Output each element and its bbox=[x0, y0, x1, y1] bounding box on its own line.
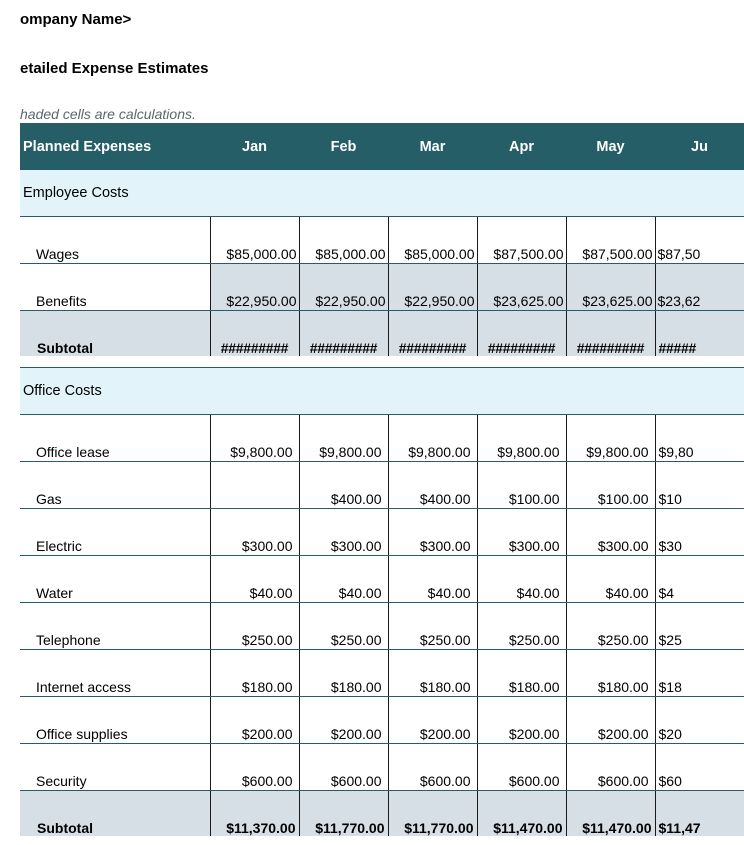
table-row bbox=[20, 415, 744, 462]
cell-value[interactable]: $250.00 bbox=[299, 603, 388, 650]
cell-value[interactable]: $20 bbox=[655, 697, 744, 744]
cell-value[interactable]: $40.00 bbox=[477, 556, 566, 603]
cell-value[interactable]: $200.00 bbox=[477, 697, 566, 744]
table-row bbox=[20, 462, 744, 509]
cell-value[interactable]: $600.00 bbox=[566, 744, 655, 791]
column-header-month[interactable]: Apr bbox=[477, 123, 566, 170]
subtotal-value[interactable]: ######### bbox=[299, 311, 388, 357]
cell-value[interactable]: $40.00 bbox=[566, 556, 655, 603]
column-header-label[interactable]: Planned Expenses bbox=[20, 123, 210, 170]
cell-value[interactable]: $200.00 bbox=[388, 697, 477, 744]
column-header-month[interactable]: Feb bbox=[299, 123, 388, 170]
cell-value[interactable]: $9,80 bbox=[655, 415, 744, 462]
cell-value[interactable]: $9,800.00 bbox=[566, 415, 655, 462]
cell-value[interactable]: $200.00 bbox=[299, 697, 388, 744]
cell-value[interactable]: $600.00 bbox=[299, 744, 388, 791]
table-row bbox=[20, 556, 744, 603]
subtotal-value[interactable]: $11,470.00 bbox=[477, 791, 566, 837]
row-label[interactable]: Security bbox=[20, 744, 210, 791]
row-label[interactable]: Water bbox=[20, 556, 210, 603]
cell-value[interactable]: $25 bbox=[655, 603, 744, 650]
cell-value[interactable]: $9,800.00 bbox=[299, 415, 388, 462]
cell-value[interactable]: $23,62 bbox=[655, 264, 744, 311]
subtotal-value[interactable]: $11,770.00 bbox=[299, 791, 388, 837]
subtotal-label[interactable]: Subtotal bbox=[20, 791, 210, 837]
cell-value[interactable]: $180.00 bbox=[299, 650, 388, 697]
cell-value[interactable]: $18 bbox=[655, 650, 744, 697]
cell-value[interactable]: $85,000.00 bbox=[299, 217, 388, 264]
cell-value[interactable]: $180.00 bbox=[388, 650, 477, 697]
row-label[interactable]: Electric bbox=[20, 509, 210, 556]
cell-value[interactable]: $4 bbox=[655, 556, 744, 603]
cell-value[interactable]: $60 bbox=[655, 744, 744, 791]
cell-value[interactable]: $200.00 bbox=[566, 697, 655, 744]
company-name: ompany Name> bbox=[20, 11, 132, 28]
cell-value[interactable] bbox=[210, 462, 299, 509]
column-header-month[interactable]: Jan bbox=[210, 123, 299, 170]
cell-value[interactable]: $85,000.00 bbox=[388, 217, 477, 264]
subtotal-value[interactable]: ######### bbox=[477, 311, 566, 357]
shading-note: haded cells are calculations. bbox=[20, 106, 196, 122]
cell-value[interactable]: $300.00 bbox=[388, 509, 477, 556]
row-label[interactable]: Internet access bbox=[20, 650, 210, 697]
cell-value[interactable]: $85,000.00 bbox=[210, 217, 299, 264]
table-row bbox=[20, 603, 744, 650]
cell-value[interactable]: $23,625.00 bbox=[477, 264, 566, 311]
row-label[interactable]: Benefits bbox=[20, 264, 210, 311]
section-row-employee-costs bbox=[20, 170, 744, 217]
row-label[interactable]: Office supplies bbox=[20, 697, 210, 744]
cell-value[interactable]: $400.00 bbox=[388, 462, 477, 509]
cell-value[interactable]: $100.00 bbox=[566, 462, 655, 509]
table-row bbox=[20, 650, 744, 697]
row-label[interactable]: Gas bbox=[20, 462, 210, 509]
cell-value[interactable]: $22,950.00 bbox=[210, 264, 299, 311]
cell-value[interactable]: $300.00 bbox=[566, 509, 655, 556]
header-row bbox=[20, 123, 744, 170]
cell-value[interactable]: $40.00 bbox=[299, 556, 388, 603]
subtotal-label[interactable]: Subtotal bbox=[20, 311, 210, 357]
section-row-office-costs bbox=[20, 368, 744, 415]
cell-value[interactable]: $23,625.00 bbox=[566, 264, 655, 311]
cell-value[interactable]: $250.00 bbox=[566, 603, 655, 650]
cell-value[interactable]: $9,800.00 bbox=[210, 415, 299, 462]
cell-value[interactable]: $180.00 bbox=[210, 650, 299, 697]
cell-value[interactable]: $100.00 bbox=[477, 462, 566, 509]
table-row bbox=[20, 217, 744, 264]
section-title[interactable]: Office Costs bbox=[20, 368, 744, 415]
cell-value[interactable]: $10 bbox=[655, 462, 744, 509]
cell-value[interactable]: $9,800.00 bbox=[477, 415, 566, 462]
subtotal-value[interactable]: ##### bbox=[655, 311, 744, 357]
subtotal-value[interactable]: $11,770.00 bbox=[388, 791, 477, 837]
cell-value[interactable]: $300.00 bbox=[299, 509, 388, 556]
cell-value[interactable]: $87,50 bbox=[655, 217, 744, 264]
cell-value[interactable]: $600.00 bbox=[388, 744, 477, 791]
column-header-month[interactable]: May bbox=[566, 123, 655, 170]
row-label[interactable]: Office lease bbox=[20, 415, 210, 462]
cell-value[interactable]: $40.00 bbox=[388, 556, 477, 603]
cell-value[interactable]: $250.00 bbox=[477, 603, 566, 650]
cell-value[interactable]: $300.00 bbox=[477, 509, 566, 556]
subtotal-row bbox=[20, 791, 744, 837]
spacer-row bbox=[20, 356, 744, 368]
cell-value[interactable]: $180.00 bbox=[566, 650, 655, 697]
cell-value[interactable]: $30 bbox=[655, 509, 744, 556]
cell-value[interactable]: $180.00 bbox=[477, 650, 566, 697]
column-header-month[interactable]: Ju bbox=[655, 123, 744, 170]
subtotal-value[interactable]: ######### bbox=[210, 311, 299, 357]
cell-value[interactable]: $200.00 bbox=[210, 697, 299, 744]
cell-value[interactable]: $300.00 bbox=[210, 509, 299, 556]
table-row bbox=[20, 744, 744, 791]
cell-value[interactable]: $87,500.00 bbox=[566, 217, 655, 264]
row-label[interactable]: Telephone bbox=[20, 603, 210, 650]
document-title: etailed Expense Estimates bbox=[20, 60, 209, 77]
table-row bbox=[20, 264, 744, 311]
subtotal-value[interactable]: ######### bbox=[566, 311, 655, 357]
cell-value[interactable]: $400.00 bbox=[299, 462, 388, 509]
cell-value[interactable]: $600.00 bbox=[210, 744, 299, 791]
expense-sheet bbox=[20, 123, 708, 836]
section-title[interactable]: Employee Costs bbox=[20, 170, 744, 217]
subtotal-value[interactable]: ######### bbox=[388, 311, 477, 357]
cell-value[interactable]: $600.00 bbox=[477, 744, 566, 791]
table-row bbox=[20, 697, 744, 744]
subtotal-value[interactable]: $11,470.00 bbox=[566, 791, 655, 837]
cell-value[interactable]: $22,950.00 bbox=[388, 264, 477, 311]
cell-value[interactable]: $40.00 bbox=[210, 556, 299, 603]
table-row bbox=[20, 509, 744, 556]
cell-value[interactable]: $87,500.00 bbox=[477, 217, 566, 264]
row-label[interactable]: Wages bbox=[20, 217, 210, 264]
cell-value[interactable]: $250.00 bbox=[388, 603, 477, 650]
subtotal-value[interactable]: $11,47 bbox=[655, 791, 744, 837]
subtotal-value[interactable]: $11,370.00 bbox=[210, 791, 299, 837]
cell-value[interactable]: $22,950.00 bbox=[299, 264, 388, 311]
cell-value[interactable]: $250.00 bbox=[210, 603, 299, 650]
expense-table bbox=[20, 123, 744, 836]
cell-value[interactable]: $9,800.00 bbox=[388, 415, 477, 462]
subtotal-row bbox=[20, 311, 744, 357]
column-header-month[interactable]: Mar bbox=[388, 123, 477, 170]
